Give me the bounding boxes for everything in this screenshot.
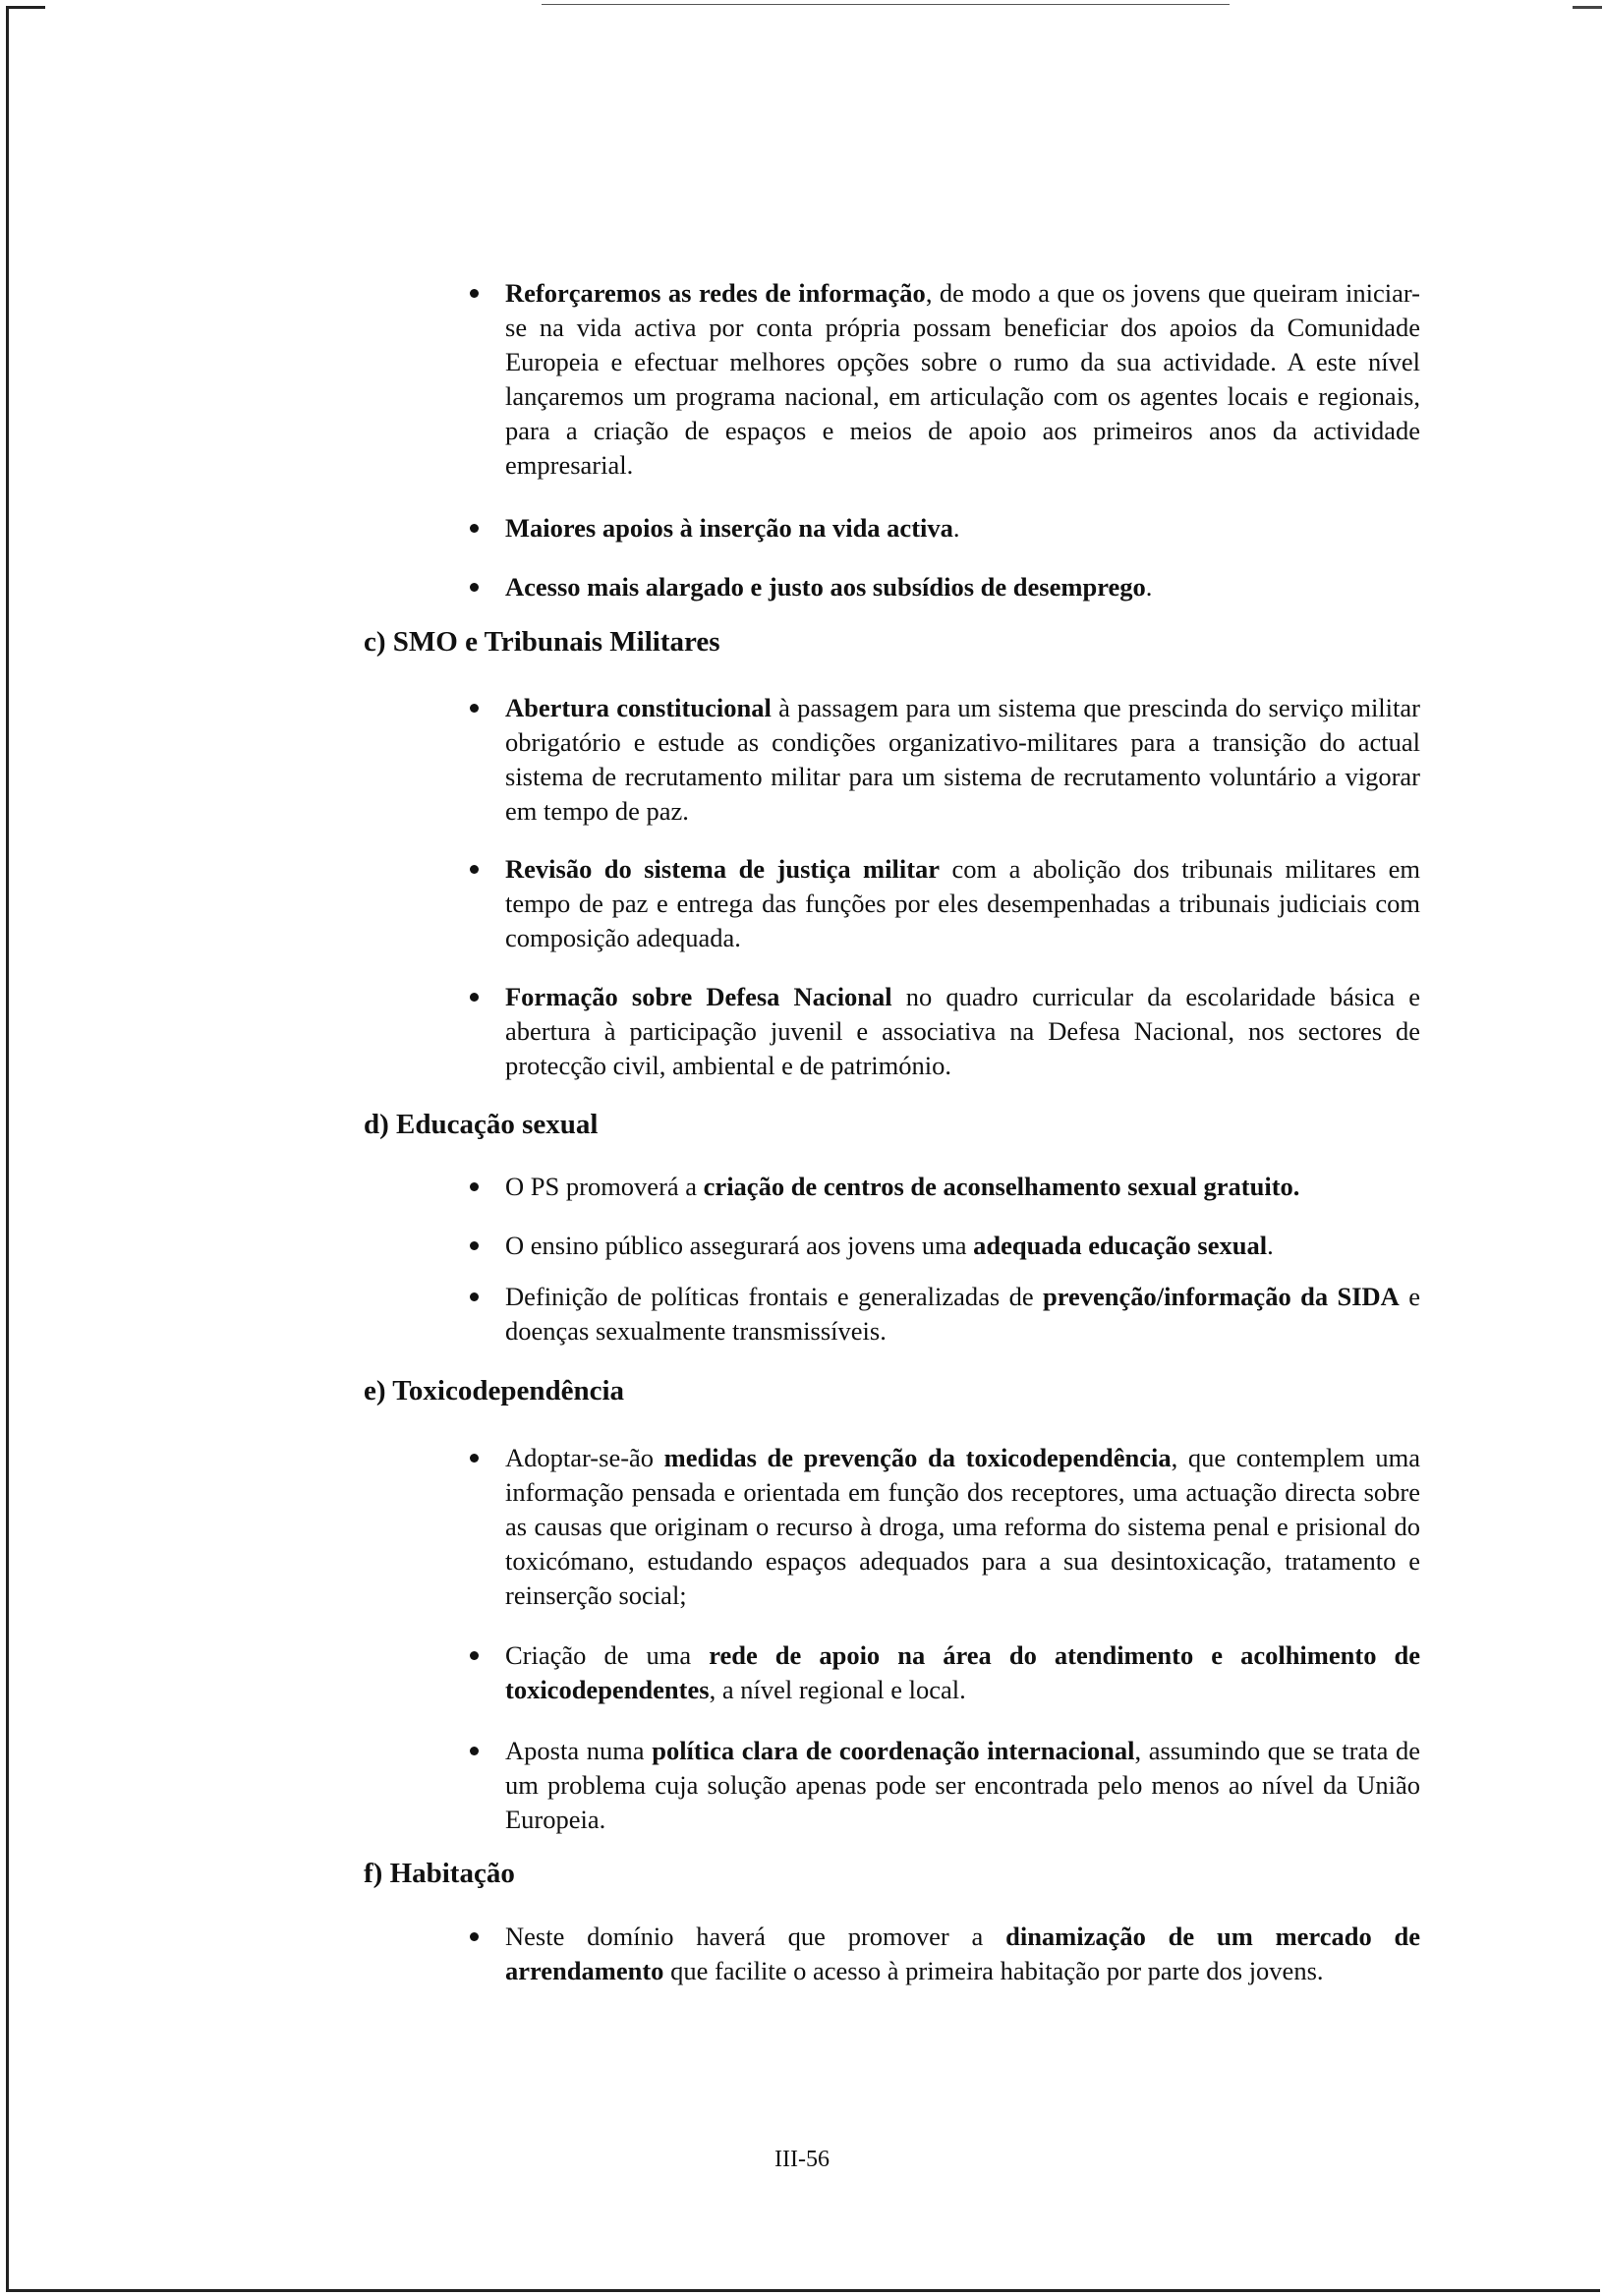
bullet-item: [505, 1734, 1420, 1837]
bullet-item: [505, 852, 1420, 955]
text: , a nível regional e local.: [709, 1675, 966, 1704]
text: no quadro curricular da escolaridade básica e abertura à participação juvenil e associativa na Defesa Nacional, nos sectores de protecção civil, ambiental e de património.: [505, 982, 1421, 1080]
text: .: [1145, 572, 1153, 602]
bullet-item: [505, 691, 1420, 829]
page-number: III-56: [774, 2147, 830, 2172]
section-heading: [364, 1107, 598, 1142]
text: à passagem para um sistema que prescinda do serviço militar obrigatório e estude as condições organizativo-militares para a transição do actual sistema de recrutamento militar para um sistema de recrutamento voluntário a vigorar em tempo de paz.: [505, 693, 1420, 826]
bullet-item: [505, 570, 1420, 604]
bullet-item: [505, 1638, 1420, 1707]
text: Adoptar-se-ão: [505, 1443, 664, 1472]
text: O ensino público assegurará aos jovens uma: [505, 1231, 974, 1260]
bullet-item: [505, 511, 1420, 545]
section-heading: [364, 1373, 624, 1408]
bold-text: d) Educação sexual: [364, 1109, 599, 1140]
page-border-left: [6, 8, 9, 2290]
bold-text: e) Toxicodependência: [364, 1375, 625, 1406]
bullet-item: [505, 1280, 1420, 1349]
bold-text: Acesso mais alargado e justo aos subsídios de desemprego: [505, 572, 1146, 602]
bold-text: Formação sobre Defesa Nacional: [505, 982, 892, 1011]
page-border-top: [542, 4, 1230, 5]
bold-text: adequada educação sexual: [973, 1231, 1268, 1260]
text: com a abolição dos tribunais militares em tempo de paz e entrega das funções por eles desempenhadas a tribunais judiciais com composição adequada.: [505, 854, 1420, 952]
section-heading: [364, 1856, 515, 1891]
bold-text: política clara de coordenação internacional: [652, 1736, 1135, 1765]
text: que facilite o acesso à primeira habitação por parte dos jovens.: [663, 1956, 1324, 1985]
page-corner-mark: [6, 6, 45, 9]
bold-text: Reforçaremos as redes de informação: [505, 278, 926, 308]
bold-text: medidas de prevenção da toxicodependência: [663, 1443, 1172, 1472]
text: O PS promoverá a: [505, 1172, 704, 1201]
text: Neste domínio haverá que promover a: [505, 1922, 1006, 1951]
bold-text: rede de apoio na área do atendimento e acolhimento de toxicodependentes: [505, 1640, 1420, 1704]
bullet-item: [505, 1920, 1420, 1988]
bullet-item: [505, 980, 1420, 1083]
bold-text: f) Habitação: [364, 1858, 515, 1889]
text: .: [952, 513, 960, 543]
bold-text: Abertura constitucional: [505, 693, 772, 722]
text: .: [1267, 1231, 1274, 1260]
bold-text: prevenção/informação da SIDA: [1043, 1282, 1400, 1311]
text: , de modo a que os jovens que queiram iniciar-se na vida activa por conta própria possam beneficiar dos apoios da Comunidade Europeia e efectuar melhores opções sobre o rumo da sua actividade. A este nível lançaremos um programa nacional, em articulação com os agentes locais e regionais, para a criação de espaços e meios de apoio aos primeiros anos da actividade empresarial.: [505, 278, 1420, 480]
bullet-item: [505, 1441, 1420, 1613]
bullet-item: [505, 276, 1420, 483]
text: Criação de uma: [505, 1640, 710, 1670]
bullet-item: [505, 1229, 1420, 1263]
text: Aposta numa: [505, 1736, 653, 1765]
bold-text: c) SMO e Tribunais Militares: [364, 626, 720, 658]
page-corner-mark-right: [1573, 6, 1602, 9]
bold-text: Maiores apoios à inserção na vida activa: [505, 513, 953, 543]
text: , assumindo que se trata de um problema cuja solução apenas pode ser encontrada pelo menos ao nível da União Europeia.: [505, 1736, 1420, 1834]
text: , que contemplem uma informação pensada e orientada em função dos receptores, uma actuação directa sobre as causas que originam o recurso à droga, uma reforma do sistema penal e prisional do toxicómano, estudando espaços adequados para a sua desintoxicação, tratamento e reinserção social;: [505, 1443, 1420, 1610]
page-border-bottom: [6, 2289, 1600, 2292]
text: e doenças sexualmente transmissíveis.: [505, 1282, 1420, 1346]
bold-text: criação de centros de aconselhamento sexual gratuito.: [703, 1172, 1300, 1201]
bold-text: dinamização de um mercado de arrendamento: [505, 1922, 1420, 1985]
text: Definição de políticas frontais e generalizadas de: [505, 1282, 1044, 1311]
section-heading: [364, 624, 720, 660]
bullet-item: [505, 1170, 1420, 1204]
bold-text: Revisão do sistema de justiça militar: [505, 854, 941, 884]
